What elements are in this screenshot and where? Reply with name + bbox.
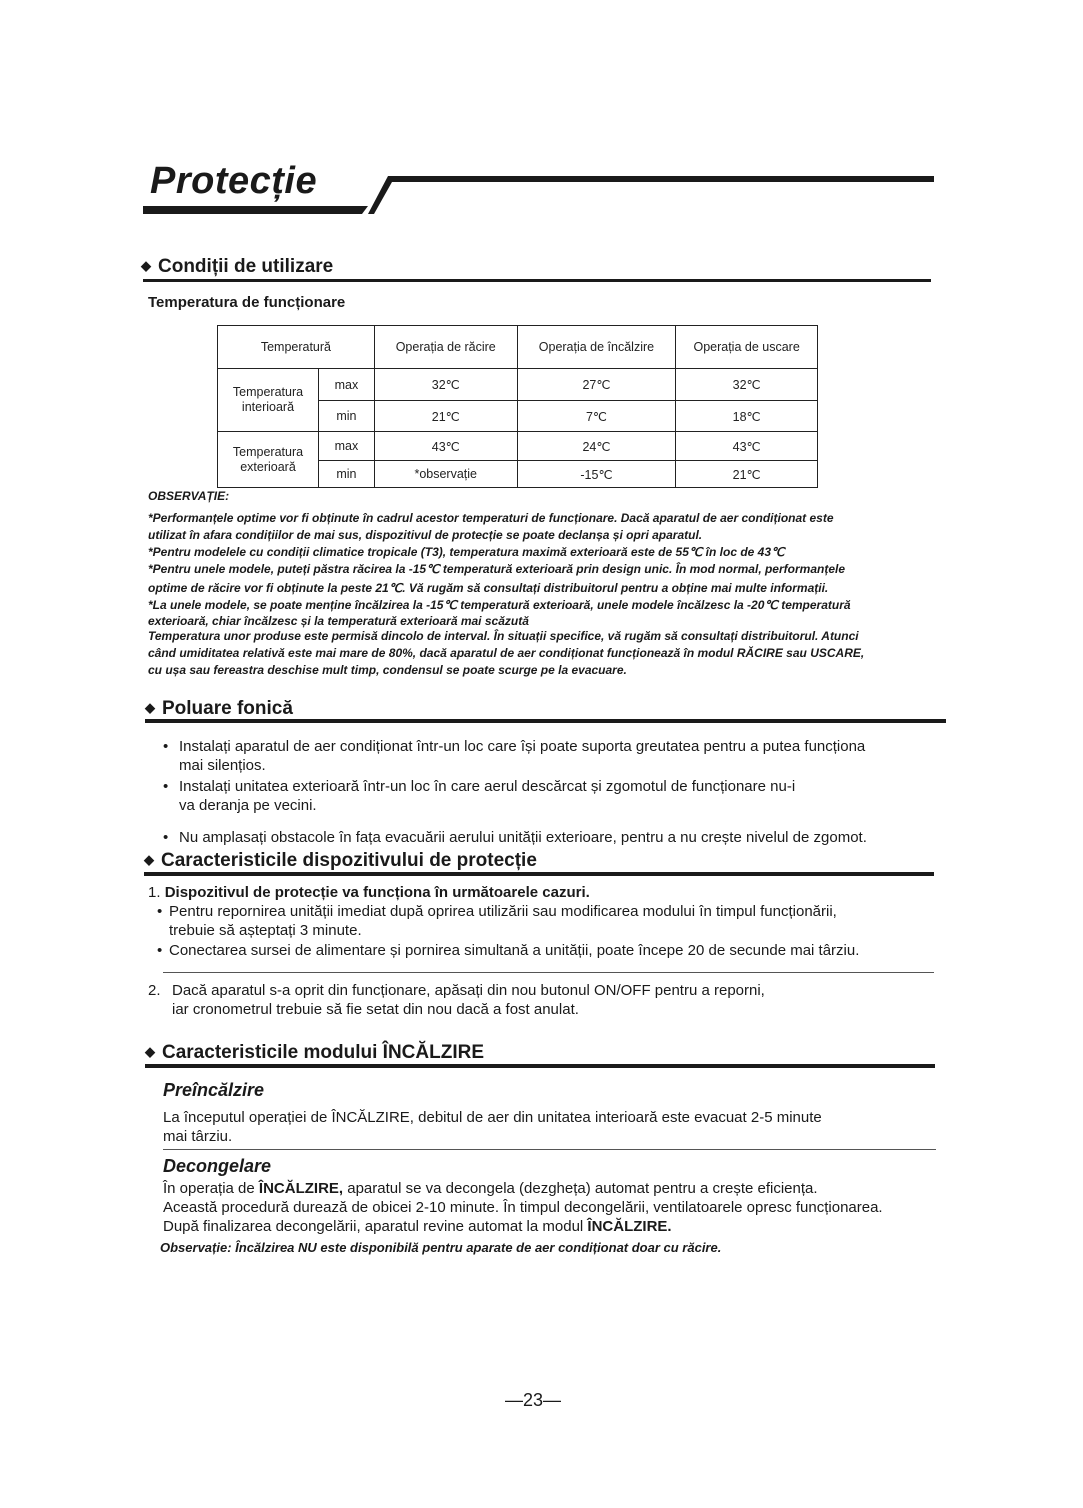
protection-item-2 [148,981,938,1019]
row-kind-cell: min [318,401,374,432]
note-line: utilizat în afara condițiilor de mai sus, dispozitivul de protecție se poate declanșa și opri aparatul. [148,528,703,542]
dash: — [505,1390,523,1410]
note-line: când umiditatea relativă este mai mare de 80%, dacă aparatul de aer condiționat funcționează în modul RĂCIRE sau USCARE, [148,646,865,660]
text-span: aparatul se va decongela (dezgheța) automat pentru a crește eficiența. [343,1180,818,1197]
bullet-dot-icon: • [157,942,163,959]
table-header-cell: Operația de încălzire [517,326,676,369]
table-cell: -15℃ [517,461,676,488]
divider [163,1149,936,1150]
table-cell: 18℃ [676,401,818,432]
section-header-heating [145,1042,484,1064]
table-cell: 24℃ [517,432,676,461]
section-rule [143,279,931,282]
list-item-text: Conectarea sursei de alimentare și pornirea simultană a unității, poate începe 20 de secunde mai târziu. [169,942,860,959]
operating-temperature-subtitle: Temperatura de funcționare [148,294,346,311]
page-number-value: 23 [523,1390,544,1410]
table-cell: *observație [374,461,517,488]
table-row [218,369,818,401]
list-item [163,777,953,815]
noise-list [163,737,953,847]
table-cell: 32℃ [676,369,818,401]
list-item [157,941,938,960]
bullet-dot-icon: • [163,829,169,846]
row-kind-cell: min [318,461,374,488]
list-item-text: va deranja pe vecini. [179,797,317,814]
diamond-bullet-icon: ◆ [145,700,155,715]
paragraph-line: Această procedură durează de obicei 2-10 minute. În timpul decongelării, ventilatoarele opresc funcționarea. [163,1199,883,1216]
note-line: *La unele modele, se poate menține încălzirea la -15℃ temperatură exterioară, unele modele încălzesc la -20℃ temperatură [148,598,851,612]
item-number: 1. [148,884,161,901]
bold-text: ÎNCĂLZIRE, [258,1180,344,1197]
list-item-text: Instalați unitatea exterioară într-un loc în care aerul descărcat și zgomotul de funcționare nu-i [179,778,796,795]
table-header-cell: Temperatură [218,326,375,369]
protection-item-1 [148,883,938,960]
note-line: *Pentru modelele cu condiții climatice tropicale (T3), temperatura maximă exterioară este de 55℃ în loc de 43℃ [148,545,785,559]
section-header-protection [144,850,537,872]
diamond-bullet-icon: ◆ [144,852,154,867]
item-title: Dispozitivul de protecție va funcționa în următoarele cazuri. [164,884,590,901]
section-title: Caracteristicile modului ÎNCĂLZIRE [162,1042,485,1063]
list-item-text: trebuie să așteptați 3 minute. [169,922,362,939]
dash: — [543,1390,562,1410]
list-item-text: Nu amplasați obstacole în fața evacuării aerului unității exterioare, pentru a nu crește nivelul de zgomot. [179,829,867,846]
paragraph-line: mai târziu. [163,1128,233,1145]
list-item-text: mai silențios. [179,757,266,774]
diamond-bullet-icon: ◆ [141,258,151,273]
text-span: În operația de [163,1180,259,1197]
note-line: cu ușa sau fereastra deschise mult timp, condensul se poate scurge pe la evacuare. [148,663,627,677]
section-rule [145,1064,935,1068]
note-line: *Performanțele optime vor fi obținute în cadrul acestor temperaturi de funcționare. Dacă aparatul de aer condiționat este [148,511,834,525]
row-group-label: Temperatura interioară [218,369,319,432]
bullet-dot-icon: • [157,903,163,920]
defrost-text [163,1179,953,1236]
temperature-table [217,325,818,488]
row-group-label: Temperatura exterioară [218,432,319,488]
bold-text: ÎNCĂLZIRE. [587,1218,672,1235]
paragraph-line [163,1179,953,1198]
preheat-text [163,1108,943,1146]
table-row [218,432,818,461]
section-header-conditions [141,256,333,278]
list-item-text: Pentru repornirea unității imediat după oprirea utilizării sau modificarea modului în timpul funcționării, [169,903,837,920]
bullet-dot-icon: • [163,738,169,755]
table-header-cell: Operația de uscare [676,326,818,369]
note-line: exterioară, chiar încălzesc și la temperatură exterioară mai scăzută [148,614,529,628]
table-header-row [218,326,818,369]
section-rule [144,872,934,876]
table-cell: 27℃ [517,369,676,401]
notes-block [148,488,948,679]
section-header-noise [145,698,293,720]
preheat-title: Preîncălzire [163,1080,265,1100]
table-cell: 32℃ [374,369,517,401]
text-span: După finalizarea decongelării, aparatul revine automat la modul [163,1218,588,1235]
item-number: 2. [148,982,161,999]
note-line: Temperatura unor produse este permisă dincolo de interval. În situații specifice, vă rugăm să consultați distribuitorul. Atunci [148,629,859,643]
section-title: Poluare fonică [162,698,293,719]
table-header-cell: Operația de răcire [374,326,517,369]
page-title: Protecție [150,160,318,202]
section-title: Caracteristicile dispozitivului de protecție [161,850,537,871]
bullet-dot-icon: • [163,778,169,795]
heating-note: Observație: Încălzirea NU este disponibilă pentru aparate de aer condiționat doar cu răcire. [160,1240,722,1255]
list-item-text: Instalați aparatul de aer condiționat într-un loc care își poate suporta greutatea pentru a putea funcționa [179,738,866,755]
note-line: optime de răcire vor fi obținute la peste 21℃. Vă rugăm să consultați distribuitorul pentru a obține mai multe informații. [148,581,829,595]
item-text: iar cronometrul trebuie să fie setat din nou dacă a fost anulat. [172,1001,579,1018]
list-item [163,737,953,775]
list-item [157,902,938,940]
table-cell: 7℃ [517,401,676,432]
divider [163,972,934,973]
section-title: Condiții de utilizare [158,256,334,277]
diamond-bullet-icon: ◆ [145,1044,155,1059]
notes-title: OBSERVAȚIE: [148,489,230,503]
defrost-title: Decongelare [163,1156,272,1176]
row-kind-cell: max [318,432,374,461]
note-line: *Pentru unele modele, puteți păstra răcirea la -15℃ temperatură exterioară prin design unic. În mod normal, performanțele [148,562,846,576]
table-cell: 43℃ [676,432,818,461]
table-cell: 21℃ [374,401,517,432]
section-rule [145,719,946,723]
list-item [163,828,953,847]
paragraph-line: La începutul operației de ÎNCĂLZIRE, debitul de aer din unitatea interioară este evacuat 2-5 minute [163,1109,822,1126]
item-text: Dacă aparatul s-a oprit din funcționare, apăsați din nou butonul ON/OFF pentru a reporni, [172,982,765,999]
page-number [505,1390,561,1411]
table-cell: 21℃ [676,461,818,488]
table-cell: 43℃ [374,432,517,461]
paragraph-line [163,1217,953,1236]
row-kind-cell: max [318,369,374,401]
